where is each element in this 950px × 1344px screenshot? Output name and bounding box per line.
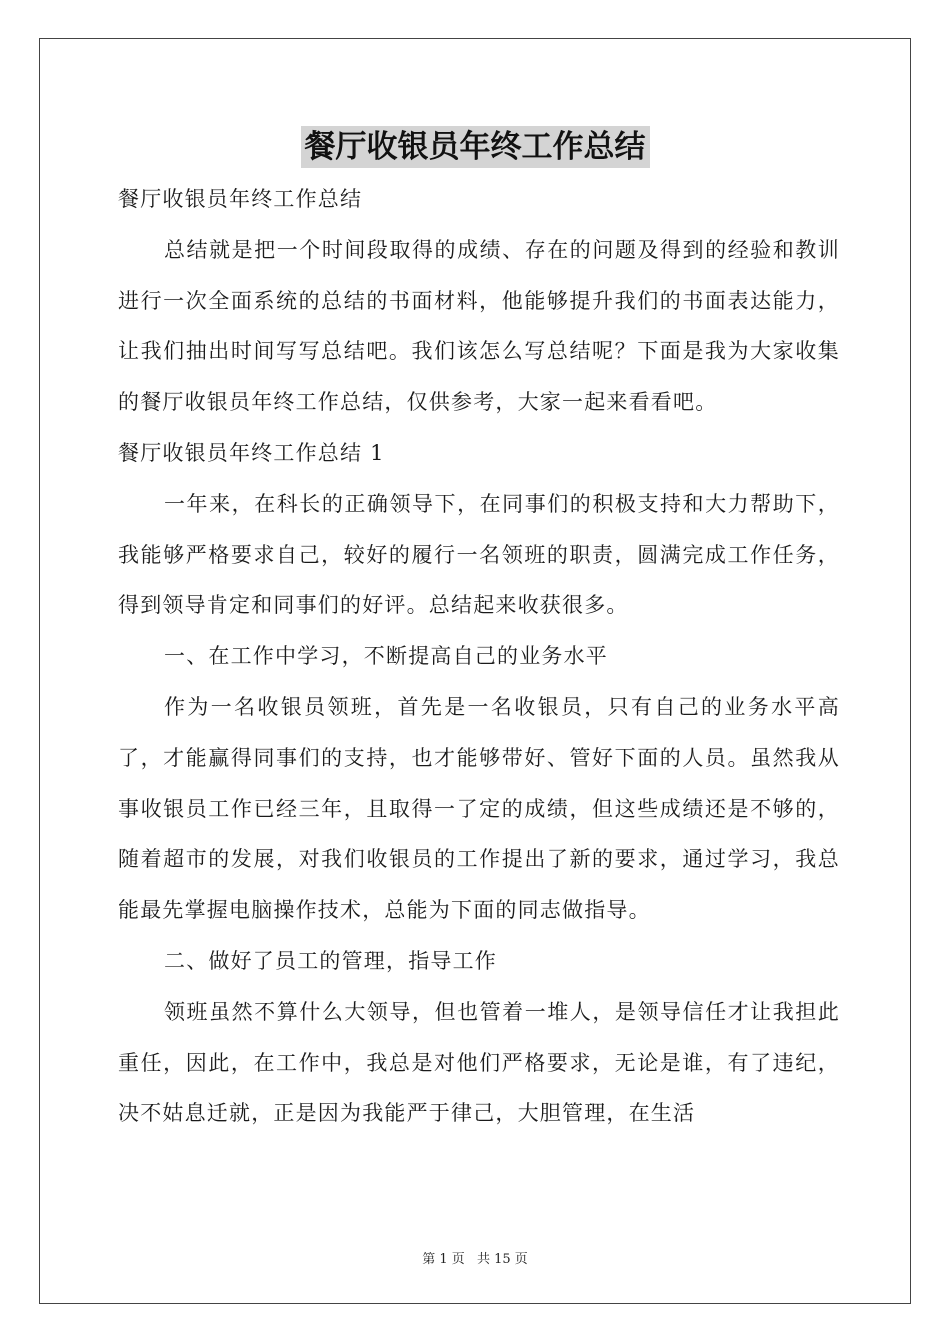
section-heading: 一、在工作中学习，不断提高自己的业务水平 xyxy=(164,644,608,669)
document-body xyxy=(118,174,840,1139)
page-footer xyxy=(0,1248,950,1267)
paragraph: 餐厅收银员年终工作总结 xyxy=(118,187,363,211)
paragraph: 总结就是把一个时间段取得的成绩、存在的问题及得到的经验和教训进行一次全面系统的总结的书面材料，他能够提升我们的书面表达能力，让我们抽出时间写写总结吧。我们该怎么写总结呢？下面是我为大家收集的餐厅收银员年终工作总结，仅供参考，大家一起来看看吧。 xyxy=(118,237,840,415)
total-pages: 共 15 页 xyxy=(476,1252,528,1267)
document-title-text: 餐厅收银员年终工作总结 xyxy=(301,126,650,168)
paragraph: 餐厅收银员年终工作总结 1 xyxy=(118,440,385,465)
section-heading: 二、做好了员工的管理，指导工作 xyxy=(164,948,497,973)
document-title xyxy=(0,126,950,168)
paragraph: 作为一名收银员领班，首先是一名收银员，只有自己的业务水平高了，才能赢得同事们的支持，也才能够带好、管好下面的人员。虽然我从事收银员工作已经三年，且取得一了定的成绩，但这些成绩还是不够的，随着超市的发展，对我们收银员的工作提出了新的要求，通过学习，我总能最先掌握电脑操作技术，总能为下面的同志做指导。 xyxy=(118,694,840,923)
paragraph: 领班虽然不算什么大领导，但也管着一堆人，是领导信任才让我担此重任，因此，在工作中，我总是对他们严格要求，无论是谁，有了违纪，决不姑息迁就，正是因为我能严于律己，大胆管理，在生活 xyxy=(118,999,840,1126)
page-number: 第 1 页 xyxy=(422,1252,465,1267)
paragraph: 一年来，在科长的正确领导下，在同事们的积极支持和大力帮助下，我能够严格要求自己，较好的履行一名领班的职责，圆满完成工作任务，得到领导肯定和同事们的好评。总结起来收获很多。 xyxy=(118,491,840,618)
